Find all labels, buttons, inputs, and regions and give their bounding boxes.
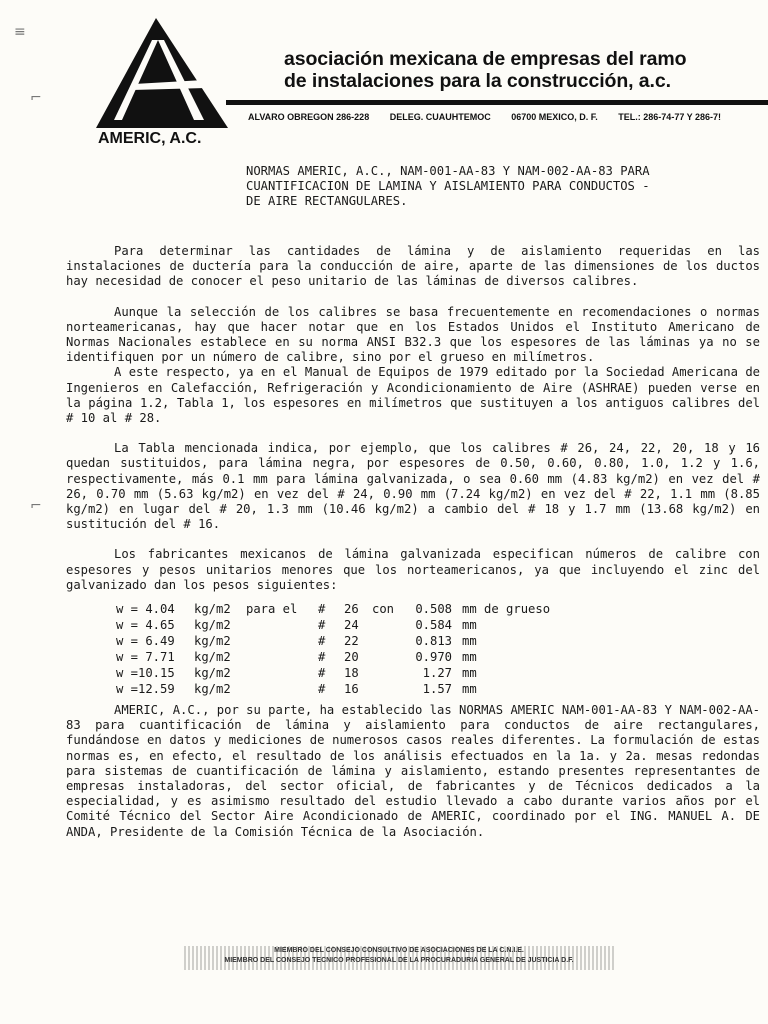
weight-prefix — [246, 633, 318, 649]
thickness-unit: mm de grueso — [462, 602, 551, 617]
weights-row — [116, 633, 760, 649]
gauge-hash: # — [318, 682, 326, 697]
thickness-mm: 1.27 — [422, 666, 452, 681]
margin-mark: ⌐ — [30, 498, 42, 514]
thickness-unit: mm — [462, 618, 477, 633]
weight-unit: kg/m2 — [194, 618, 231, 633]
weights-table — [116, 601, 760, 697]
paragraph: AMERIC, A.C., por su parte, ha establecido las NORMAS AMERIC NAM-001-AA-83 Y NAM-002-AA-83 para cuantificación de lámina y aislamiento para conductos de aire rectangulares, fundándose en datos y mediciones de numerosos casos reales diferentes. La formulación de estas normas es, en efecto, el resultado de los análisis efectuados en la 1a. y 2a. mesas redondas para sistemas de cuantificación de lámina y aislamiento, estando presentes representantes de empresas instaladoras, del sector oficial, de fabricantes y de Técnicos dedicados a la especialidad, y es asimismo resultado del estudio llevado a cabo durante varios años por el Comité Técnico del Sector Aire Acondicionado de AMERIC, coordinado por el ING. MANUEL A. DE ANDA, Presidente de la Comisión Técnica de la Asociación. — [66, 703, 760, 839]
address-phone: TEL.: 286-74-77 Y 286-7! — [618, 112, 722, 122]
weight-prefix — [246, 681, 318, 697]
gauge-number: 18 — [344, 666, 359, 681]
gauge-number: 26 — [344, 602, 359, 617]
thickness-mm: 0.508 — [415, 602, 452, 617]
weights-row — [116, 665, 760, 681]
americ-logo — [94, 16, 230, 132]
weight-value: w = 7.71 — [116, 650, 175, 665]
weight-unit: kg/m2 — [194, 666, 231, 681]
weight-unit: kg/m2 — [194, 634, 231, 649]
weight-value: w = 6.49 — [116, 634, 175, 649]
weight-con — [372, 681, 400, 697]
heading-line3: DE AIRE RECTANGULARES. — [246, 194, 408, 208]
paragraph: A este respecto, ya en el Manual de Equipos de 1979 editado por la Sociedad Americana de Ingenieros en Calefacción, Refrigeración y Acondicionamiento de Aire (ASHRAE) pueden verse en la página 1.2, Tabla 1, los espesores en milímetros que sustituyen a los antiguos calibres del # 10 al # 28. — [66, 365, 760, 426]
weights-row — [116, 681, 760, 697]
weights-row — [116, 617, 760, 633]
thickness-mm: 0.584 — [415, 618, 452, 633]
weight-unit: kg/m2 — [194, 650, 231, 665]
weight-unit: kg/m2 — [194, 602, 231, 617]
gauge-number: 16 — [344, 682, 359, 697]
org-name — [284, 48, 754, 92]
paragraph: La Tabla mencionada indica, por ejemplo, que los calibres # 26, 24, 22, 20, 18 y 16 quedan sustituidos, para lámina negra, por espesores de 0.50, 0.60, 0.80, 1.0, 1.2 y 1.6, respectivamente, más 0.1 mm para lámina galvanizada, o sea 0.60 mm (4.83 kg/m2) en vez del # 26, 0.70 mm (5.63 kg/m2) en vez del # 24, 0.90 mm (7.24 kg/m2) en vez del # 22, 1.1 mm (8.85 kg/m2) en lugar del # 20, 1.3 mm (10.46 kg/m2) a cambio del # 18 y 1.7 mm (13.68 kg/m2) en sustitución del # 16. — [66, 441, 760, 532]
weights-row — [116, 649, 760, 665]
address-city: 06700 MEXICO, D. F. — [511, 112, 598, 122]
gauge-number: 20 — [344, 650, 359, 665]
letterhead-address — [248, 112, 768, 122]
gauge-hash: # — [318, 650, 326, 665]
heading-line1: NORMAS AMERIC, A.C., NAM-001-AA-83 Y NAM-002-AA-83 PARA — [246, 164, 650, 178]
gauge-hash: # — [318, 618, 326, 633]
brand-name: AMERIC, A.C. — [98, 130, 202, 147]
thickness-mm: 1.57 — [422, 682, 452, 697]
paragraph: Los fabricantes mexicanos de lámina galvanizada especifican números de calibre con espesores y pesos unitarios menores que los norteamericanos, ya que incluyendo el zinc del galvanizado dan los pesos siguientes: — [66, 547, 760, 592]
weight-unit: kg/m2 — [194, 682, 231, 697]
weight-value: w = 4.65 — [116, 618, 175, 633]
margin-mark: ≡ — [14, 24, 26, 40]
gauge-hash: # — [318, 666, 326, 681]
gauge-hash: # — [318, 602, 326, 617]
thickness-unit: mm — [462, 650, 477, 665]
weight-value: w =12.59 — [116, 682, 175, 697]
paragraph: Para determinar las cantidades de lámina y de aislamiento requeridas en las instalaciones de ductería para la conducción de aire, aparte de las dimensiones de los ductos hay necesidad de conocer el peso unitario de las láminas de diversos calibres. — [66, 244, 760, 289]
thickness-mm: 0.970 — [415, 650, 452, 665]
paragraph: Aunque la selección de los calibres se basa frecuentemente en recomendaciones o normas norteamericanas, hay que hacer notar que en los Estados Unidos el Instituto Americano de Normas Nacionales establece en su norma ANSI B32.3 que los espesores de las láminas ya no se identifiquen por un número de calibre, sino por el grueso en milímetros. — [66, 304, 760, 365]
gauge-hash: # — [318, 634, 326, 649]
weight-value: w =10.15 — [116, 666, 175, 681]
weight-prefix: para el — [246, 602, 298, 617]
document-heading — [246, 164, 716, 209]
org-name-line2: de instalaciones para la construcción, a.c. — [284, 70, 671, 92]
weights-row — [116, 601, 760, 617]
margin-mark: ⌐ — [30, 90, 42, 106]
weight-prefix — [246, 649, 318, 665]
weight-con: con — [372, 602, 395, 617]
gauge-number: 24 — [344, 618, 359, 633]
heading-line2: CUANTIFICACION DE LAMINA Y AISLAMIENTO PARA CONDUCTOS - — [246, 179, 650, 193]
footer-stamp — [184, 946, 614, 970]
weight-prefix — [246, 617, 318, 633]
thickness-unit: mm — [462, 682, 477, 697]
document-body — [66, 244, 760, 840]
weight-value: w = 4.04 — [116, 602, 175, 617]
weight-con — [372, 617, 400, 633]
address-street: ALVARO OBREGON 286-228 — [248, 112, 370, 122]
org-name-line1: asociación mexicana de empresas del ramo — [284, 48, 687, 70]
address-district: DELEG. CUAUHTEMOC — [389, 112, 491, 122]
weight-prefix — [246, 665, 318, 681]
thickness-unit: mm — [462, 634, 477, 649]
weight-con — [372, 633, 400, 649]
weight-con — [372, 665, 400, 681]
thickness-unit: mm — [462, 666, 477, 681]
gauge-number: 22 — [344, 634, 359, 649]
weight-con — [372, 649, 400, 665]
thickness-mm: 0.813 — [415, 634, 452, 649]
footer-line1: MIEMBRO DEL CONSEJO CONSULTIVO DE ASOCIACIONES DE LA C.N.I.E. — [274, 947, 524, 954]
letterhead-rule — [226, 100, 768, 105]
footer-line2: MIEMBRO DEL CONSEJO TECNICO PROFESIONAL DE LA PROCURADURIA GENERAL DE JUSTICIA D.F. — [224, 957, 574, 964]
